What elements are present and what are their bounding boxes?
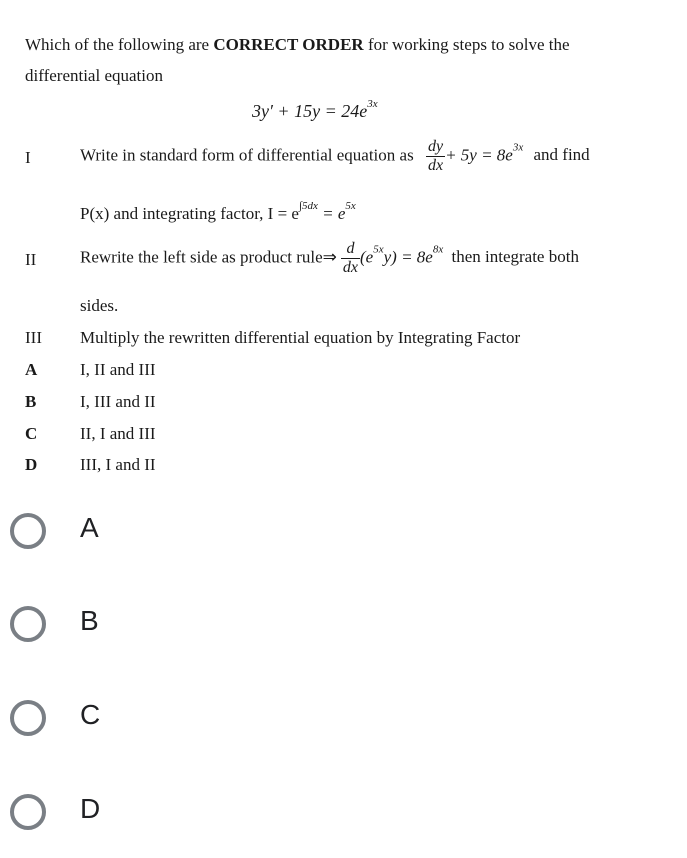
- option-label[interactable]: A: [80, 512, 99, 543]
- radio-button[interactable]: [10, 700, 46, 736]
- step-expr: = e: [317, 204, 346, 223]
- step-ii-line2: sides.: [80, 296, 119, 315]
- option-label[interactable]: B: [80, 605, 99, 636]
- option-label[interactable]: C: [80, 699, 101, 730]
- exponent: 5x: [345, 200, 356, 212]
- choice-text: I, II and III: [80, 360, 156, 379]
- step-i-line1: [80, 138, 590, 175]
- choice-letter: D: [25, 455, 38, 474]
- choice-letter: C: [25, 424, 38, 443]
- intro-text-1: Which of the following are: [25, 35, 214, 54]
- exponent: 5x: [373, 243, 384, 256]
- question-intro: [25, 30, 665, 60]
- fraction: $\frac{d}{dx}$: [342, 240, 358, 276]
- equation-text: 3y′ + 15y = 24e: [252, 101, 368, 121]
- choice-text: III, I and II: [80, 455, 156, 474]
- step-ii-line1: [80, 240, 579, 277]
- fraction: $\frac{dy}{dx}$: [427, 138, 444, 174]
- step-numeral: I: [25, 148, 31, 167]
- step-numeral: III: [25, 328, 42, 347]
- intro-bold: CORRECT ORDER: [213, 35, 364, 54]
- step-text-end: and find: [533, 145, 590, 165]
- step-text: Write in standard form of differential equation as: [80, 145, 414, 165]
- radio-button[interactable]: [10, 606, 46, 642]
- step-iii-line1: Multiply the rewritten differential equation by Integrating Factor: [80, 328, 521, 347]
- question-intro-line2: differential equation: [25, 66, 163, 85]
- step-expr: + 5y = 8e: [445, 145, 513, 165]
- option-label[interactable]: D: [80, 793, 101, 824]
- exponent: 8x: [432, 243, 444, 256]
- radio-button[interactable]: [10, 513, 46, 549]
- exponent: ∫5dx: [298, 200, 318, 212]
- radio-button[interactable]: [10, 794, 46, 830]
- choice-letter: B: [25, 392, 37, 411]
- exponent: 3x: [512, 141, 524, 154]
- intro-text-2: for working steps to solve the: [363, 35, 570, 54]
- choice-text: II, I and III: [80, 424, 156, 443]
- choice-letter: A: [25, 360, 38, 379]
- step-i-line2: [80, 200, 356, 224]
- step-expr: (e: [360, 247, 374, 267]
- choice-text: I, III and II: [80, 392, 156, 411]
- step-text: Rewrite the left side as product rule⇒: [80, 247, 337, 267]
- step-expr: y) = 8e: [383, 247, 433, 267]
- equation-exponent: 3x: [367, 98, 378, 110]
- main-equation: [252, 98, 378, 122]
- step-numeral: II: [25, 250, 37, 269]
- step-text-end: then integrate both: [451, 247, 579, 267]
- step-text: P(x) and integrating factor, I = e: [80, 204, 299, 223]
